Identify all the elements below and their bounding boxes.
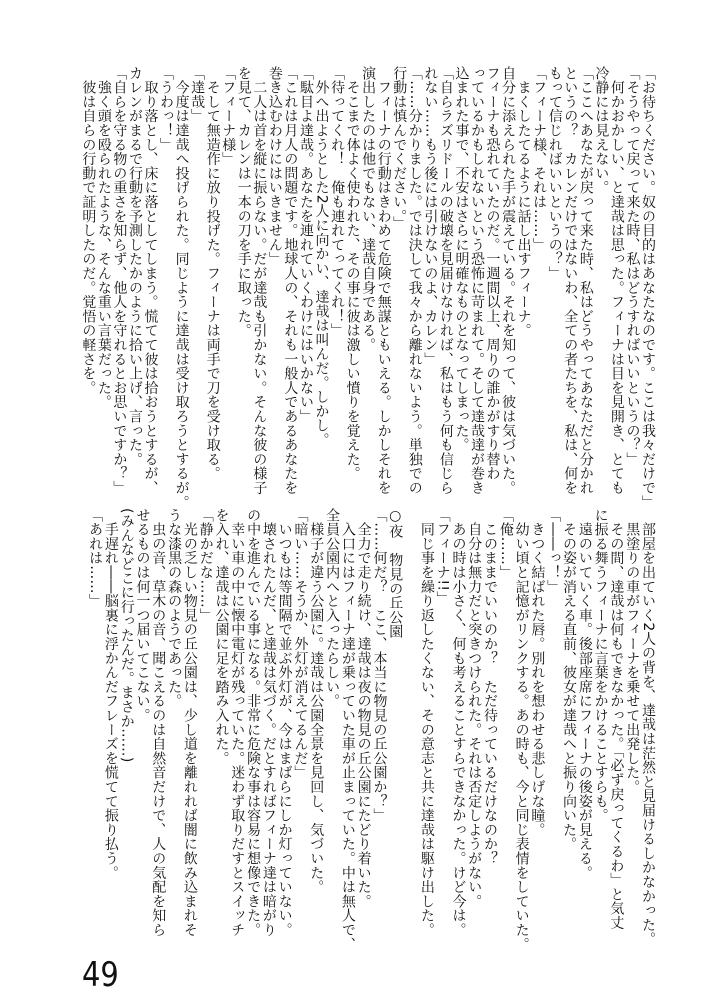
text-column: 入口にはフィーナ達が乗っていた車が止まっていた。中は無人で、 — [339, 508, 356, 952]
text-column: 「待ってくれ！ 俺も連れてってくれ！」 — [329, 66, 346, 338]
text-column: 遠のいていく車。後部座席にフィーナの後姿が見える。 — [576, 508, 593, 880]
text-column: 「フィーナ様」 — [220, 66, 237, 167]
text-column: いつもは等間隔で並ぶ外灯が、今はまばらにしか灯っていない。 — [276, 508, 293, 937]
text-column: 幸い車の中に懐中電灯が残っていた。迷わず取りだすとスイッチ — [229, 508, 246, 937]
top-text-block — [80, 66, 656, 510]
text-column: 「これは月人の問題です。地球人の、それも一般人であるあなたを — [282, 66, 299, 495]
bottom-text-block — [86, 508, 656, 952]
text-column: 全力で走り続け、達哉は夜の物見の丘公園にたどり着いた。 — [355, 508, 372, 909]
text-column: っているかもしれないという恐怖に苛まれて。そして達哉達が巻き — [468, 66, 485, 495]
text-column: 幼い頃と記憶がリンクする。あの時も、今と同じ表情をしていた。 — [513, 508, 530, 952]
text-column: (みんなどこに行ったんだ。まさか……) — [118, 508, 135, 763]
text-column: カレンがまるで行動を予測したかのように拾い上げ、言った。 — [126, 66, 143, 467]
text-column: 「うわっ！」 — [158, 66, 175, 152]
text-column: 「暗い……そうか、外灯が消えてるんだ」 — [292, 508, 309, 780]
text-column: 「ここへあなたが戻って来た時、私はどうやってあなただと分かれ — [577, 66, 594, 495]
text-column: 「……何だ？ ここ、本当に物見の丘公園か？」 — [371, 508, 388, 823]
text-column: 取り落とし、床に落としてしまう。慌てて彼は拾おうとするが、 — [142, 66, 159, 495]
text-column: の中を進んでいる事になる。非常に危険な事は容易に想像できた。 — [245, 508, 262, 937]
text-column: 込まれた事で、不安はさらに明確なものとなってしまった。 — [453, 66, 470, 453]
text-column: 強く頭を殴られたような、そんな重い言葉だった。 — [95, 66, 112, 410]
text-column: 二人は首を縦に振らない。だが達哉も引かない。そんな彼の様子 — [251, 66, 268, 495]
text-column: 黒塗りの車がフィーナを乗せて出発した。 — [624, 508, 641, 794]
text-column: 「――っ！」 — [545, 508, 562, 594]
text-column: このままでいいのか？ ただ待っているだけなのか？ — [482, 508, 499, 866]
text-column: 何かおかしい、と達哉は思った。フィーナは目を見開き、とても — [608, 66, 625, 495]
text-column: 壊されたんだ、と達哉は気づく。だとすればフィーナ達は暗がり — [260, 508, 277, 937]
text-column: 「達哉」 — [189, 66, 206, 124]
text-column: 「フィーナ様、それは……」 — [531, 66, 548, 252]
text-column: 同じ事を繰り返したくない、その意志と共に達哉は駆け出した。 — [418, 508, 435, 937]
text-column: 「あれは……」 — [87, 508, 104, 609]
text-column: 冷静には見えない。 — [593, 66, 610, 195]
text-column: 全員公園内へと入ったらしい。 — [324, 508, 341, 709]
text-column: そこまで体よく使われた、その事に彼は激しい憤りを覚えた。 — [344, 66, 361, 481]
text-column: その姿が消える直前、彼女が達哉へと振り向いた。 — [561, 508, 578, 852]
text-column: を入れ、達哉は公園に足を踏み入れた。 — [213, 508, 230, 766]
text-column: というの？ カレンだけではないわ、全ての者たちを、私は、何を — [562, 66, 579, 495]
text-column: 行動は慎んでください。」 — [391, 66, 408, 231]
text-column: きつく結ばれた唇。別れを想わせる悲しげな瞳。 — [529, 508, 546, 837]
text-column: あの時は小さく、何も考えることすらできなかった。けど今は。 — [450, 508, 467, 937]
text-column: 自分は無力だと突きつけられた。それは否定しようがない。 — [466, 508, 483, 909]
text-column: 部屋を出ていく2人の背を、達哉は茫然と見届けるしかなかった。 — [640, 508, 656, 947]
text-column: 「自らラズリドールの破壊を見届けなければ、私はもう何も信じら — [437, 66, 454, 495]
text-column: 虫の音、草木の音、聞こえるのは自然音だけで、人の気配を知ら — [150, 508, 167, 937]
text-column: うな漆黒の森のようであった。 — [166, 508, 183, 709]
text-column: 「駄目よ達哉。あなたを連れていくわけにはいかない」 — [297, 66, 314, 424]
text-column: 彼は自らの行動で証明したのだ。覚悟の軽さを。 — [80, 66, 97, 395]
page-number: 49 — [82, 955, 119, 995]
text-column: まくしたてるように話し出すフィーナ。 — [515, 66, 532, 338]
text-column: 「お待ちください。奴の目的はあなたなのです。ここは我々だけで」 — [640, 66, 656, 510]
text-column: 自分に添えられた手が震えている。それを知って、彼は気づいた。 — [500, 66, 517, 495]
text-column: フィーナの行動はきわめて危険で無謀ともいえる。しかしそれを — [375, 66, 392, 495]
text-column: 「……分かりました。では決して我々から離れないよう。単独での — [406, 66, 423, 495]
text-column: 「そうやって戻って来た時、私はどうすればいいというの？」 — [624, 66, 641, 467]
text-column: せるものは何一つ届いてこない。 — [134, 508, 151, 723]
text-column — [402, 508, 418, 940]
text-column: 「フィーナ!!」 — [434, 508, 451, 606]
text-column: れない……もう後には引けないのよ、カレン」 — [422, 66, 439, 367]
text-column: 外へ出ようとした2人に向かい、達哉は叫んだ。しかし。 — [313, 66, 330, 448]
text-column: に振る舞うフィーナに言葉をかけることすらも。 — [592, 508, 609, 823]
text-column: その間、達哉は何もできなかった。「必ず戻ってくるわ」と気丈 — [608, 508, 625, 930]
text-column: 「俺……」 — [497, 508, 514, 580]
text-column: 様子が違う公園に。達哉は公園全景を見回し、気づいた。 — [308, 508, 325, 895]
text-column: もって信じればいいというの？」 — [546, 66, 563, 281]
text-column: を見て、カレンは一本の刀を手に取った。 — [235, 66, 252, 338]
text-column: 手遅れ――脳裏に浮かんだフレーズを慌てて振り払う。 — [102, 508, 119, 880]
text-column: 「自らを守る物の重さを知らず、他人を守れるとお思いですか？」 — [111, 66, 128, 495]
text-column: 演出したのは他でもない、達哉自身である。 — [360, 66, 377, 352]
text-column: そして無造作に放り投げた。フィーナは両手で刀を受け取る。 — [204, 66, 221, 481]
text-column: フィーナも恐れていたのだ。一週間以上、周りの誰かがすり替わ — [484, 66, 501, 481]
text-column: 巻き込むわけにはいきません」 — [266, 66, 283, 267]
text-column: 今度は達哉へ投げられた。同じように達哉は受け取ろうとするが。 — [173, 66, 190, 510]
text-column: 光の乏しい物見の丘公園は、少し道を離れれば闇に飲み込まれそ — [181, 508, 198, 937]
text-column: ○夜 物見の丘公園 — [387, 508, 404, 639]
text-column: 「静かだな……」 — [197, 508, 214, 623]
